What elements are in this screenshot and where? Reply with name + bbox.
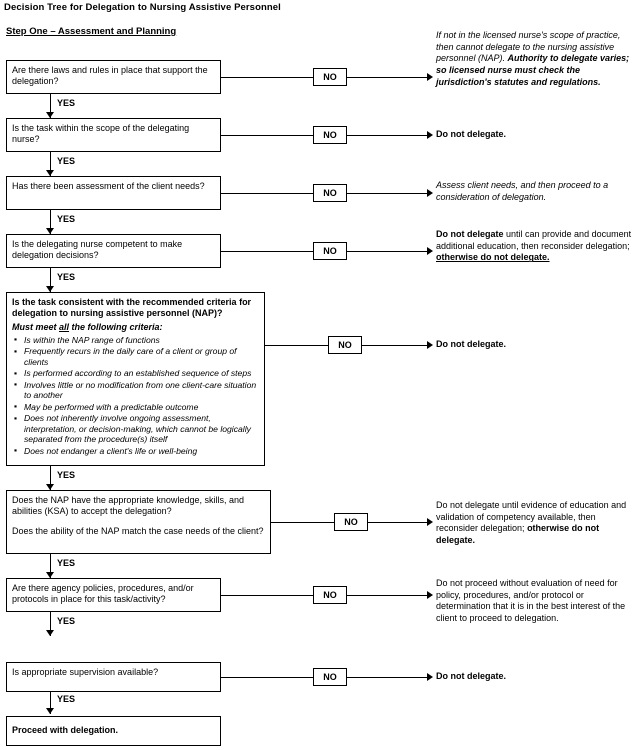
arrow-q8-yes	[46, 708, 54, 714]
connector-q3-no	[221, 193, 313, 194]
arrow-q2-no	[427, 131, 433, 139]
list-item: ▪ Is performed according to an established sequence of steps	[24, 368, 259, 378]
arrow-q5-no	[427, 341, 433, 349]
list-item: ▪ Does not endanger a client's life or well-being	[24, 446, 259, 456]
connector-q1-no-2	[347, 77, 427, 78]
arrow-q6-no	[427, 518, 433, 526]
list-item: ▪ Does not inherently involve ongoing assessment, interpretation, or decision-making, which cannot be logically separated from the procedure(s) itself	[24, 413, 259, 444]
no-label-q3: NO	[313, 184, 347, 202]
connector-q5-no-2	[362, 345, 427, 346]
yes-label-q1: YES	[57, 98, 76, 108]
yes-label-q2: YES	[57, 156, 76, 166]
connector-q5-no	[265, 345, 328, 346]
q5-criteria-list	[12, 335, 259, 456]
outcome-q5: Do not delegate.	[436, 339, 507, 349]
page-title: Decision Tree for Delegation to Nursing Assistive Personnel	[4, 2, 281, 13]
connector-q2-no-2	[347, 135, 427, 136]
q6-part-a: Does the NAP have the appropriate knowledge, skills, and abilities (KSA) to accept the delegation?	[12, 495, 244, 517]
no-label-q1: NO	[313, 68, 347, 86]
connector-q6-no	[271, 522, 334, 523]
yes-label-q7: YES	[57, 616, 76, 626]
arrow-q3-no	[427, 189, 433, 197]
outcome-q8: Do not delegate.	[436, 671, 507, 681]
question-box-q5	[6, 292, 265, 466]
no-label-q5: NO	[328, 336, 362, 354]
q6-part-b: Does the ability of the NAP match the case needs of the client?	[12, 525, 264, 536]
connector-q7-no-2	[347, 595, 427, 596]
no-label-q2: NO	[313, 126, 347, 144]
list-item: ▪ Is within the NAP range of functions	[24, 335, 259, 345]
outcome-q7: Do not proceed without evaluation of need for policy, procedures, and/or protocol or determination that it is in the best interest of the client to proceed to delegation.	[436, 578, 626, 624]
outcome-q1: If not in the licensed nurse's scope of practice, then cannot delegate to the nursing assistive personnel (NAP). Authority to delegate varies; so licensed nurse must check the jurisdiction's statutes and regulations.	[436, 30, 630, 87]
connector-q7-no	[221, 595, 313, 596]
yes-label-q4: YES	[57, 272, 76, 282]
arrow-q8-no	[427, 673, 433, 681]
connector-q8-no-2	[347, 677, 427, 678]
list-item: ▪ May be performed with a predictable outcome	[24, 402, 259, 412]
question-box-q8: Is appropriate supervision available?	[6, 662, 221, 692]
arrow-q7-no	[427, 591, 433, 599]
no-label-q7: NO	[313, 586, 347, 604]
step-heading: Step One – Assessment and Planning	[6, 26, 177, 37]
yes-label-q8: YES	[57, 694, 76, 704]
connector-q4-no-2	[347, 251, 427, 252]
no-label-q4: NO	[313, 242, 347, 260]
question-box-q7: Are there agency policies, procedures, and/or protocols in place for this task/activity?	[6, 578, 221, 612]
connector-q2-no	[221, 135, 313, 136]
question-box-q1: Are there laws and rules in place that support the delegation?	[6, 60, 221, 94]
no-label-q6: NO	[334, 513, 368, 531]
connector-q6-no-2	[368, 522, 427, 523]
no-label-q8: NO	[313, 668, 347, 686]
final-outcome-box: Proceed with delegation.	[6, 716, 221, 746]
yes-label-q3: YES	[57, 214, 76, 224]
yes-label-q5: YES	[57, 470, 76, 480]
outcome-q6: Do not delegate until evidence of education and validation of competency available, then reconsider delegation; otherwise do not delegate.	[436, 500, 627, 546]
outcome-q2: Do not delegate.	[436, 129, 507, 139]
arrow-q4-no	[427, 247, 433, 255]
q5-must-meet: Must meet all the following criteria:	[12, 321, 163, 332]
question-box-q3: Has there been assessment of the client needs?	[6, 176, 221, 210]
q5-question-text: Is the task consistent with the recommended criteria for delegation to nursing assistive personnel (NAP)?	[12, 297, 252, 319]
arrow-q1-no	[427, 73, 433, 81]
connector-q8-no	[221, 677, 313, 678]
question-box-q6	[6, 490, 271, 554]
connector-q4-no	[221, 251, 313, 252]
arrow-q7-yes	[46, 630, 54, 636]
question-box-q4: Is the delegating nurse competent to make delegation decisions?	[6, 234, 221, 268]
connector-q3-no-2	[347, 193, 427, 194]
outcome-q4: Do not delegate until can provide and document additional education, then reconsider delegation; otherwise do not delegate.	[436, 229, 632, 263]
connector-q1-no	[221, 77, 313, 78]
list-item: ▪ Frequently recurs in the daily care of a client or group of clients	[24, 346, 259, 367]
list-item: ▪ Involves little or no modification from one client-care situation to another	[24, 380, 259, 401]
outcome-q3: Assess client needs, and then proceed to a consideration of delegation.	[436, 180, 609, 202]
yes-label-q6: YES	[57, 558, 76, 568]
question-box-q2: Is the task within the scope of the delegating nurse?	[6, 118, 221, 152]
